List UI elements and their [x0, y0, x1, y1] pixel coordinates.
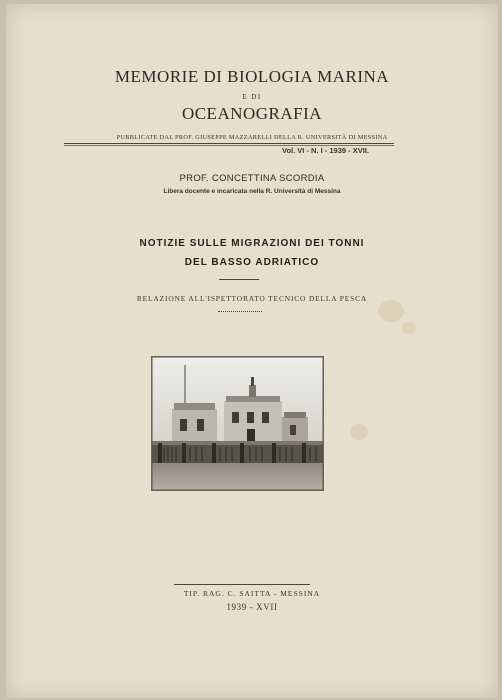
journal-title: MEMORIE DI BIOLOGIA MARINA [114, 67, 390, 86]
journal-subtitle: OCEANOGRAFIA [181, 104, 323, 123]
paper-stain [378, 300, 404, 322]
author-description: Libera docente e incaricata nella R. Università di Messina [163, 188, 341, 195]
ornament-divider [218, 311, 262, 312]
footer-rule [174, 584, 310, 585]
issue-number: Vol. VI - N. I - 1939 - XVII. [282, 146, 369, 155]
publisher-line: PUBBLICATE DAL PROF. GIUSEPPE MAZZARELLI DELLA R. UNIVERSITÀ DI MESSINA [116, 134, 388, 141]
printer-line: TIP. RAG. C. SAITTA - MESSINA [183, 589, 321, 598]
paper-stain [350, 424, 368, 440]
author-name: PROF. CONCETTINA SCORDIA [179, 173, 325, 184]
article-title-line-2: DEL BASSO ADRIATICO [184, 257, 320, 268]
relazione-line: RELAZIONE ALL'ISPETTORATO TECNICO DELLA PESCA [136, 294, 368, 303]
printer-year: 1939 - XVII [226, 602, 278, 612]
title-divider [219, 279, 259, 280]
paper-stain [402, 322, 416, 334]
document-page [6, 4, 498, 698]
journal-conjunction: E DI [242, 93, 262, 101]
header-rule [64, 143, 394, 144]
building-photo [151, 356, 324, 491]
building-photo-image [152, 357, 323, 490]
article-title-line-1: NOTIZIE SULLE MIGRAZIONI DEI TONNI [139, 238, 365, 249]
